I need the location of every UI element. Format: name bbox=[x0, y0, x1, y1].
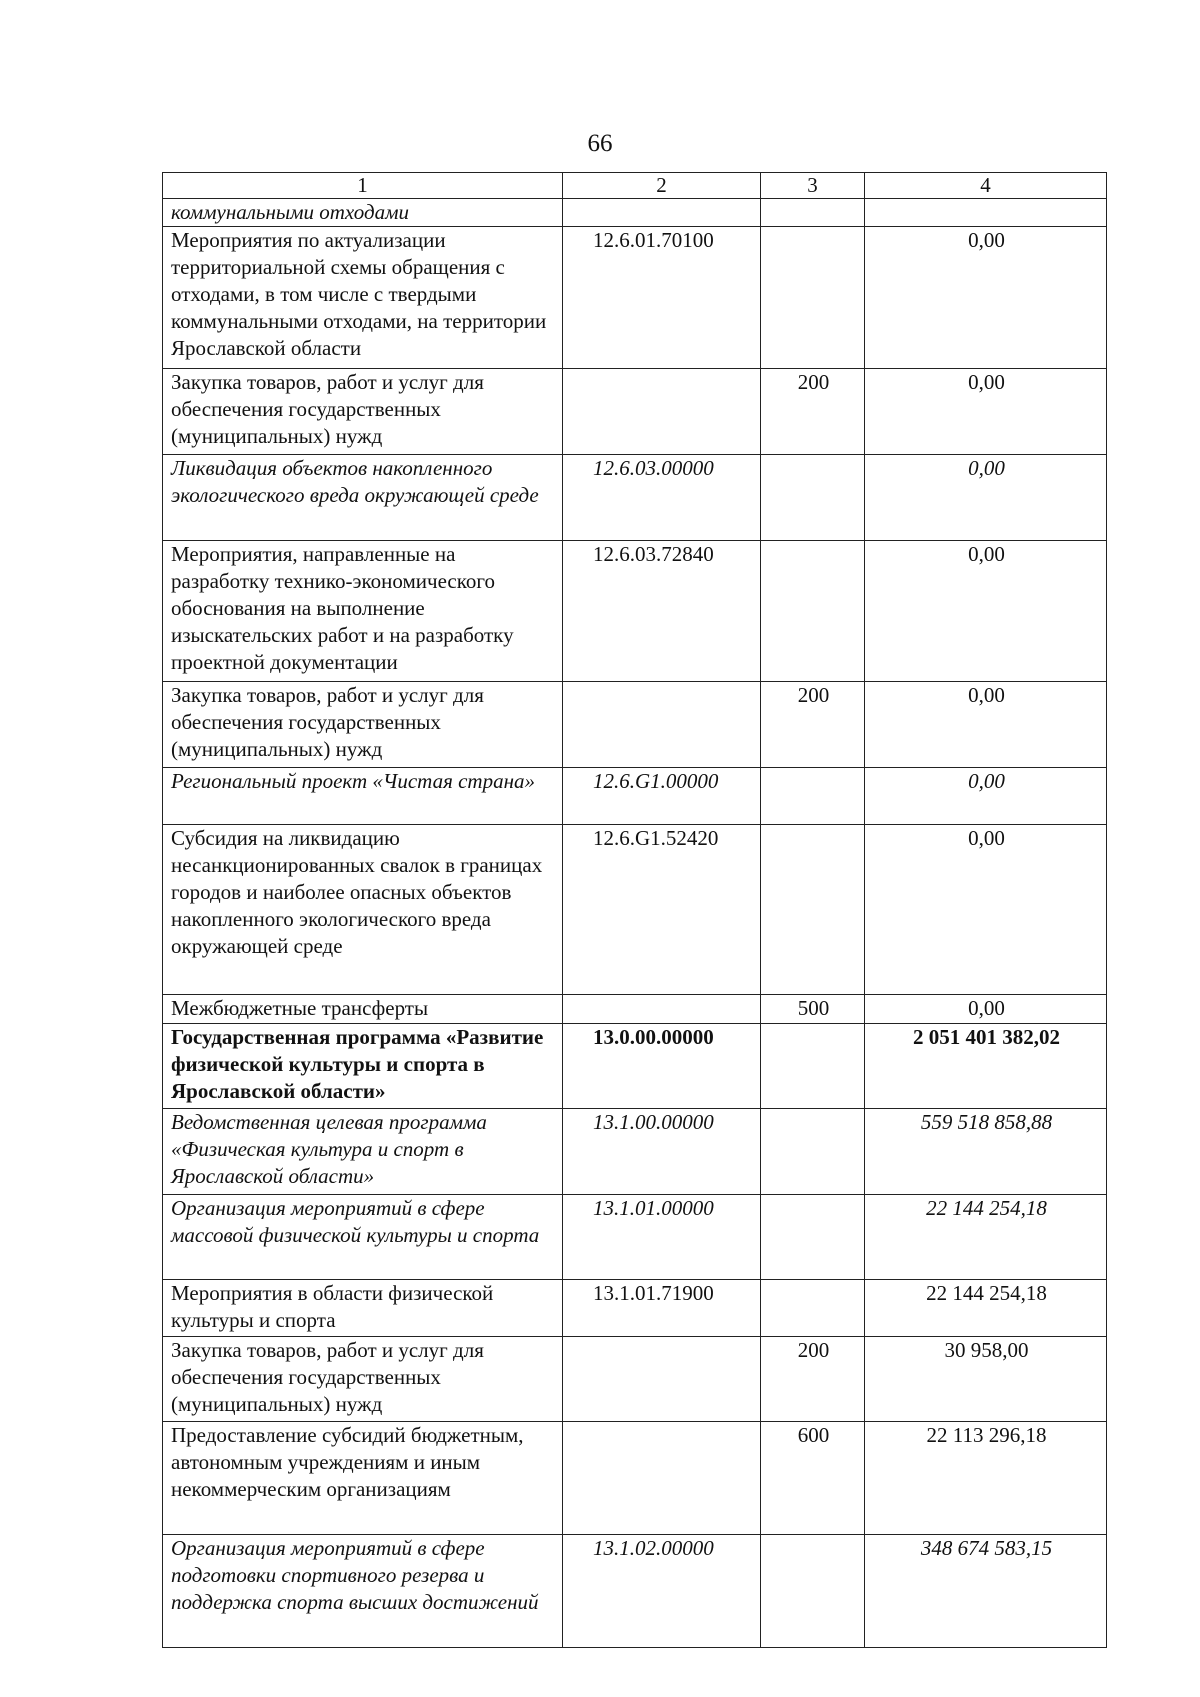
item-code: 13.1.00.00000 bbox=[563, 1109, 761, 1195]
table-row bbox=[163, 1280, 1107, 1337]
expense-type bbox=[761, 1195, 865, 1280]
amount: 22 144 254,18 bbox=[865, 1280, 1107, 1337]
expense-type bbox=[761, 199, 865, 227]
amount: 0,00 bbox=[865, 825, 1107, 995]
table-row bbox=[163, 227, 1107, 369]
item-code bbox=[563, 369, 761, 455]
amount: 0,00 bbox=[865, 227, 1107, 369]
amount: 0,00 bbox=[865, 995, 1107, 1024]
amount: 0,00 bbox=[865, 768, 1107, 825]
expense-type bbox=[761, 825, 865, 995]
item-code: 12.6.01.70100 bbox=[563, 227, 761, 369]
item-name: Закупка товаров, работ и услуг для обеспечения государственных (муниципальных) нужд bbox=[163, 1337, 563, 1422]
amount: 559 518 858,88 bbox=[865, 1109, 1107, 1195]
item-code bbox=[563, 199, 761, 227]
item-name: Мероприятия в области физической культуры и спорта bbox=[163, 1280, 563, 1337]
item-name: Закупка товаров, работ и услуг для обеспечения государственных (муниципальных) нужд bbox=[163, 682, 563, 768]
table-row bbox=[163, 455, 1107, 541]
table-row bbox=[163, 1535, 1107, 1648]
table-row bbox=[163, 541, 1107, 682]
expense-type bbox=[761, 768, 865, 825]
budget-table bbox=[162, 172, 1107, 1648]
expense-type: 500 bbox=[761, 995, 865, 1024]
amount: 2 051 401 382,02 bbox=[865, 1024, 1107, 1109]
expense-type: 200 bbox=[761, 682, 865, 768]
expense-type bbox=[761, 227, 865, 369]
expense-type: 200 bbox=[761, 1337, 865, 1422]
item-name: Организация мероприятий в сфере массовой физической культуры и спорта bbox=[163, 1195, 563, 1280]
amount: 22 113 296,18 bbox=[865, 1422, 1107, 1535]
expense-type: 600 bbox=[761, 1422, 865, 1535]
item-code bbox=[563, 995, 761, 1024]
item-name: коммунальными отходами bbox=[163, 199, 563, 227]
table-row bbox=[163, 1422, 1107, 1535]
expense-type bbox=[761, 455, 865, 541]
item-name: Мероприятия по актуализации территориальной схемы обращения с отходами, в том числе с твердыми коммунальными отходами, на территории Ярославской области bbox=[163, 227, 563, 369]
column-number-row bbox=[163, 173, 1107, 199]
table-row bbox=[163, 369, 1107, 455]
table-row bbox=[163, 1195, 1107, 1280]
amount: 0,00 bbox=[865, 682, 1107, 768]
item-name: Ведомственная целевая программа «Физическая культура и спорт в Ярославской области» bbox=[163, 1109, 563, 1195]
table-row bbox=[163, 682, 1107, 768]
item-name: Ликвидация объектов накопленного экологического вреда окружающей среде bbox=[163, 455, 563, 541]
item-name: Государственная программа «Развитие физической культуры и спорта в Ярославской области» bbox=[163, 1024, 563, 1109]
item-code: 13.0.00.00000 bbox=[563, 1024, 761, 1109]
item-name: Закупка товаров, работ и услуг для обеспечения государственных (муниципальных) нужд bbox=[163, 369, 563, 455]
amount: 0,00 bbox=[865, 455, 1107, 541]
table-row bbox=[163, 1024, 1107, 1109]
expense-type bbox=[761, 1024, 865, 1109]
item-code: 13.1.02.00000 bbox=[563, 1535, 761, 1648]
item-code: 12.6.G1.00000 bbox=[563, 768, 761, 825]
item-name: Организация мероприятий в сфере подготовки спортивного резерва и поддержка спорта высших достижений bbox=[163, 1535, 563, 1648]
item-name: Предоставление субсидий бюджетным, автономным учреждениям и иным некоммерческим организациям bbox=[163, 1422, 563, 1535]
item-name: Межбюджетные трансферты bbox=[163, 995, 563, 1024]
item-code: 12.6.03.00000 bbox=[563, 455, 761, 541]
amount bbox=[865, 199, 1107, 227]
column-number: 1 bbox=[163, 173, 563, 199]
amount: 0,00 bbox=[865, 541, 1107, 682]
table-row bbox=[163, 1337, 1107, 1422]
amount: 0,00 bbox=[865, 369, 1107, 455]
amount: 30 958,00 bbox=[865, 1337, 1107, 1422]
item-code: 12.6.03.72840 bbox=[563, 541, 761, 682]
amount: 348 674 583,15 bbox=[865, 1535, 1107, 1648]
table-row bbox=[163, 995, 1107, 1024]
table-row bbox=[163, 1109, 1107, 1195]
item-name: Региональный проект «Чистая страна» bbox=[163, 768, 563, 825]
item-code: 13.1.01.71900 bbox=[563, 1280, 761, 1337]
item-name: Мероприятия, направленные на разработку технико-экономического обоснования на выполнение изыскательских работ и на разработку проектной документации bbox=[163, 541, 563, 682]
expense-type bbox=[761, 1535, 865, 1648]
item-code: 13.1.01.00000 bbox=[563, 1195, 761, 1280]
table-row bbox=[163, 768, 1107, 825]
expense-type bbox=[761, 1280, 865, 1337]
item-code: 12.6.G1.52420 bbox=[563, 825, 761, 995]
table-row bbox=[163, 825, 1107, 995]
column-number: 4 bbox=[865, 173, 1107, 199]
expense-type: 200 bbox=[761, 369, 865, 455]
item-name: Субсидия на ликвидацию несанкционированных свалок в границах городов и наиболее опасных объектов накопленного экологического вреда окружающей среде bbox=[163, 825, 563, 995]
item-code bbox=[563, 1337, 761, 1422]
page-number: 66 bbox=[587, 130, 613, 157]
expense-type bbox=[761, 1109, 865, 1195]
amount: 22 144 254,18 bbox=[865, 1195, 1107, 1280]
column-number: 3 bbox=[761, 173, 865, 199]
item-code bbox=[563, 682, 761, 768]
item-code bbox=[563, 1422, 761, 1535]
table-row bbox=[163, 199, 1107, 227]
column-number: 2 bbox=[563, 173, 761, 199]
expense-type bbox=[761, 541, 865, 682]
